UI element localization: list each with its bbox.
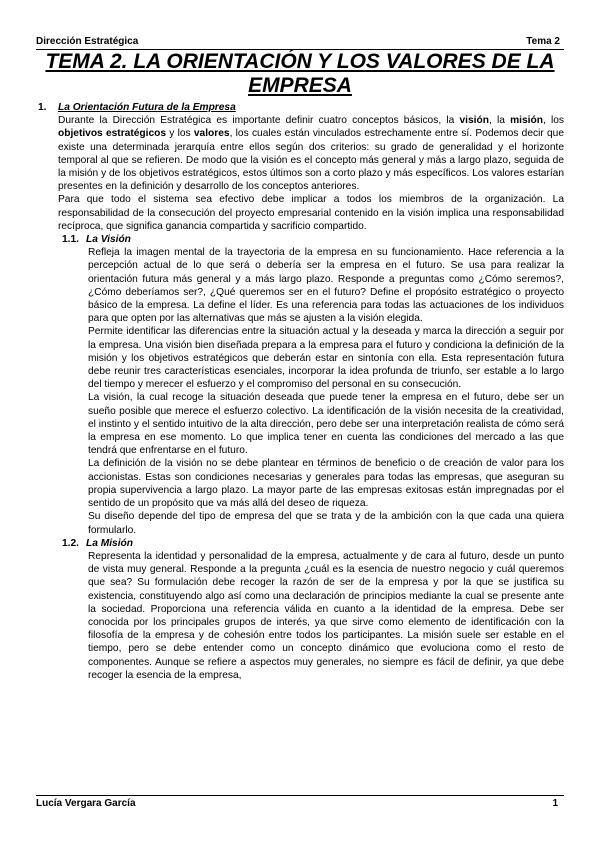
paragraph: Durante la Dirección Estratégica es importante definir cuatro conceptos básicos, la visión, la misión, los objetivos estratégicos y los valores, los cuales están vinculados estrechamente entre sí. Podemos decir que existe una determinada jerarquía entre ellos según dos criterios: su grado de generalidad y el horizonte temporal al que se refieren. De modo que la visión es el concepto más general y más a largo plazo, seguida de la misión y de los objetivos estratégicos, estos últimos son a corto plazo y más específicos. Los valores estarían presentes en la definición y desarrollo de los conceptos anteriores. [58, 115, 564, 193]
subsection-number: 1.2. [62, 537, 79, 549]
section-title: La Orientación Futura de la Empresa [58, 102, 236, 113]
term-vision: visión [459, 115, 489, 127]
footer-divider [36, 795, 564, 796]
subsection-title: La Visión [86, 234, 131, 246]
page-header [36, 36, 564, 50]
footer-author: Lucía Vergara García [36, 798, 136, 809]
header-subject: Dirección Estratégica [36, 36, 139, 47]
document-body [36, 101, 564, 791]
page-footer [36, 798, 564, 812]
subsection-heading [36, 233, 564, 246]
paragraph: Su diseño depende del tipo de empresa del que se trata y de la ambición con la que cada una quiera formularlo. [88, 511, 564, 536]
paragraph: La visión, la cual recoge la situación deseada que puede tener la empresa en el futuro, debe ser un sueño posible que merece el esfuerzo colectivo. La identificación de la visión necesita de la creatividad, el instinto y el sentido intuitivo de la alta dirección, pero debe ser una interpretación realista de cómo será la empresa en ese momento. Lo que implica tener en cuenta las condiciones del mercado a las que tendrá que enfrentarse en el futuro. [88, 392, 564, 457]
subsection-number: 1.1. [62, 234, 79, 246]
header-topic: Tema 2 [526, 36, 560, 47]
term-mision: misión [510, 115, 543, 127]
term-valores: valores [193, 128, 230, 140]
term-objetivos: objetivos estratégicos [58, 128, 166, 140]
section-number: 1. [38, 102, 47, 113]
page-number: 1 [552, 798, 558, 809]
section-heading [36, 101, 564, 114]
paragraph: Representa la identidad y personalidad de la empresa, actualmente y de cara al futuro, desde un punto de vista muy general. Responde a la pregunta ¿cuál es la esencia de nuestro negocio y cuál queremos que sea? Su formulación debe recoger la razón de ser de la empresa y por la que se justifica su existencia, constituyendo algo así como una declaración de principios mediante la cual se presente ante la sociedad. Proporciona una referencia válida en cuanto a la identidad de la empresa. Debe ser conocida por los principales grupos de interés, ya que sirve como elemento de identificación con la filosofía de la empresa y de cohesión entre todos los participantes. La misión suele ser estable en el tiempo, pero se debe entender como un concepto dinámico que evoluciona como el resto de componentes. Aunque se refiere a aspectos muy generales, no siempre es fácil de definir, ya que debe recoger la esencia de la empresa, [88, 550, 564, 681]
page-title: TEMA 2. LA ORIENTACIÓN Y LOS VALORES DE LA EMPRESA [45, 50, 555, 97]
subsection-heading [36, 537, 564, 550]
subsection-title: La Misión [86, 537, 133, 549]
paragraph: Refleja la imagen mental de la trayectoria de la empresa en su funcionamiento. Hace referencia a la percepción actual de lo que será o debería ser la empresa en el futuro. Se usa para realizar la orientación futura más general y a más largo plazo. Responde a preguntas como ¿Cómo seremos?, ¿Cómo deberíamos ser?, ¿Qué queremos ser en el futuro? Define el propósito estratégico o proyecto básico de la empresa. La define el líder. Es una referencia para todas las actuaciones de los individuos para que opten por las alternativas que más se ajusten a la visión elegida. [88, 247, 564, 325]
paragraph: La definición de la visión no se debe plantear en términos de beneficio o de creación de valor para los accionistas. Estas son condiciones necesarias y generales para todas las empresas, que aseguran su propia supervivencia a largo plazo. La mayor parte de las empresas exitosas están impregnadas por el sentido de un propósito que va más allá del deseo de riqueza. [88, 458, 564, 510]
paragraph: Para que todo el sistema sea efectivo debe implicar a todos los miembros de la organización. La responsabilidad de la consecución del proyecto empresarial contenido en la visión implica una responsabilidad recíproca, que significa ganancia compartida y sacrificio compartido. [58, 194, 564, 232]
paragraph: Permite identificar las diferencias entre la situación actual y la deseada y marca la dirección a seguir por la empresa. Una visión bien diseñada prepara a la empresa para el futuro y condiciona la definición de la misión y los objetivos estratégicos que deberán estar en sintonía con ella. Esta representación futura debe reunir tres características esenciales, incorporar la idea profunda de triunfo, ser estable a lo largo del tiempo y merecer el esfuerzo y el compromiso del personal en su consecución. [88, 326, 564, 391]
